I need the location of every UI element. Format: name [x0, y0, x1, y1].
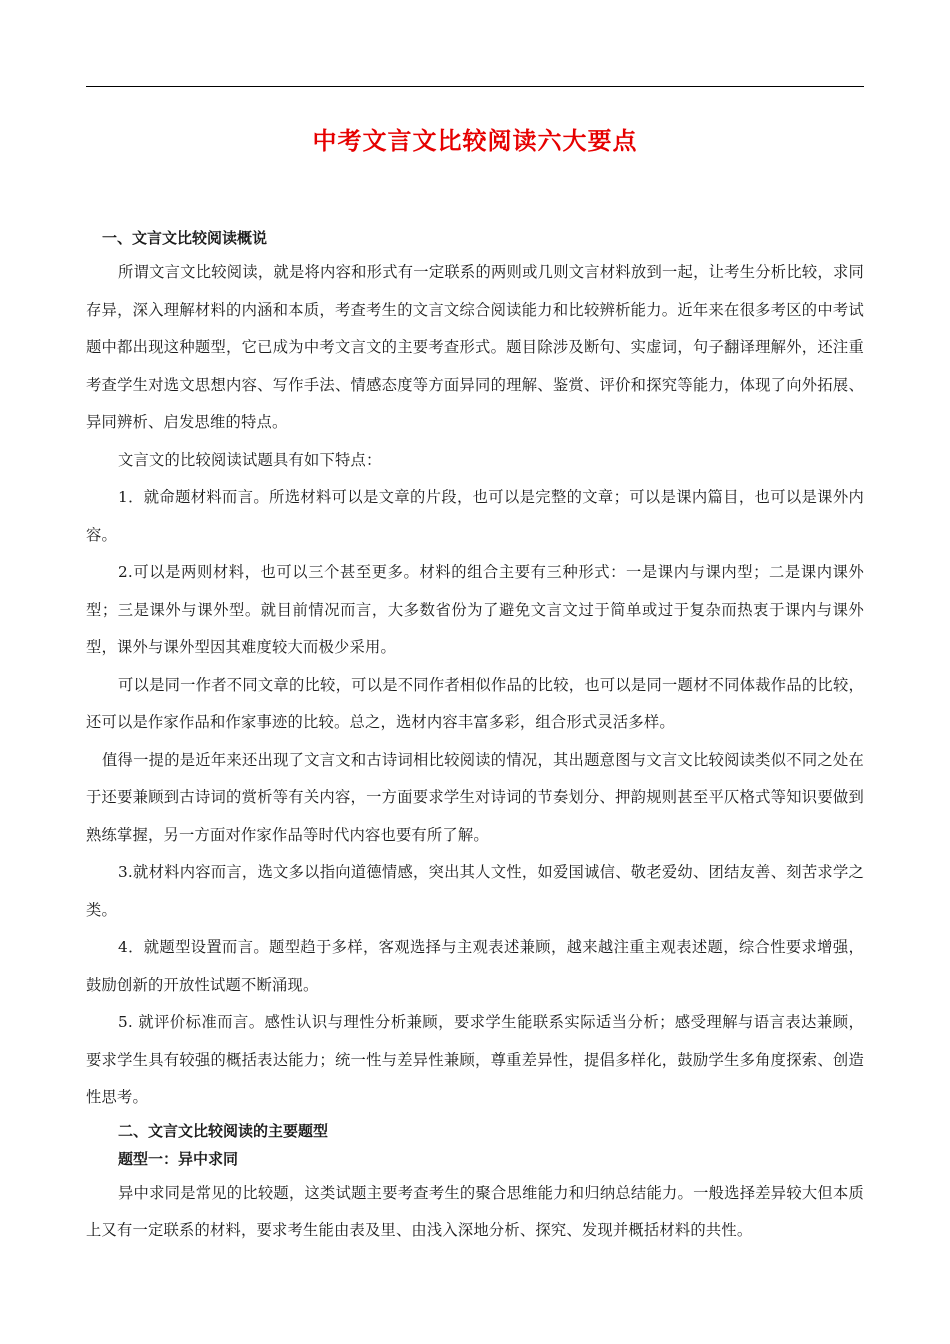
paragraph: 5. 就评价标准而言。感性认识与理性分析兼顾，要求学生能联系实际适当分析；感受理解与语言表达兼顾，要求学生具有较强的概括表达能力；统一性与差异性兼顾，尊重差异性，提倡多样化，鼓励学生多角度探索、创造性思考。 — [86, 1013, 864, 1106]
paragraph: 异中求同是常见的比较题，这类试题主要考查考生的聚合思维能力和归纳总结能力。一般选择差异较大但本质上又有一定联系的材料，要求考生能由表及里、由浅入深地分析、探究、发现并概括材料的共性。 — [86, 1183, 864, 1239]
paragraph: 2.可以是两则材料，也可以三个甚至更多。材料的组合主要有三种形式：一是课内与课内型；二是课内课外型；三是课外与课外型。就目前情况而言，大多数省份为了避免文言文过于简单或过于复杂而热衷于课内与课外型，课外与课外型因其难度较大而极少采用。 — [86, 563, 864, 656]
header-rule — [86, 86, 864, 87]
paragraph: 文言文的比较阅读试题具有如下特点： — [118, 450, 382, 469]
paragraph: 所谓文言文比较阅读，就是将内容和形式有一定联系的两则或几则文言材料放到一起，让考生分析比较，求同存异，深入理解材料的内涵和本质，考查考生的文言文综合阅读能力和比较辨析能力。近年来在很多考区的中考试题中都出现这种题型，它已成为中考文言文的主要考查形式。题目除涉及断句、实虚词，句子翻译理解外，还注重考查学生对选文思想内容、写作手法、情感态度等方面异同的理解、鉴赏、评价和探究等能力，体现了向外拓展、异同辨析、启发思维的特点。 — [86, 263, 864, 431]
paragraph: 1．就命题材料而言。所选材料可以是文章的片段，也可以是完整的文章；可以是课内篇目，也可以是课外内容。 — [86, 488, 864, 544]
section-heading-1: 一、文言文比较阅读概说 — [102, 229, 268, 247]
paragraph: 可以是同一作者不同文章的比较，可以是不同作者相似作品的比较，也可以是同一题材不同体裁作品的比较，还可以是作家作品和作家事迹的比较。总之，选材内容丰富多彩，组合形式灵活多样。 — [86, 675, 864, 731]
document-title: 中考文言文比较阅读六大要点 — [312, 127, 638, 155]
paragraph: 4．就题型设置而言。题型趋于多样，客观选择与主观表述兼顾，越来越注重主观表述题，综合性要求增强，鼓励创新的开放性试题不断涌现。 — [86, 938, 864, 994]
paragraph: 值得一提的是近年来还出现了文言文和古诗词相比较阅读的情况，其出题意图与文言文比较阅读类似不同之处在于还要兼顾到古诗词的赏析等有关内容，一方面要求学生对诗词的节奏划分、押韵规则甚至平仄格式等知识要做到熟练掌握，另一方面对作家作品等时代内容也要有所了解。 — [86, 750, 864, 844]
paragraph: 3.就材料内容而言，选文多以指向道德情感，突出其人文性，如爱国诚信、敬老爱幼、团结友善、刻苦求学之类。 — [86, 863, 864, 919]
section-heading-2: 二、文言文比较阅读的主要题型 — [118, 1121, 329, 1140]
subsection-heading: 题型一：异中求同 — [118, 1149, 239, 1168]
document-body — [86, 226, 864, 1250]
